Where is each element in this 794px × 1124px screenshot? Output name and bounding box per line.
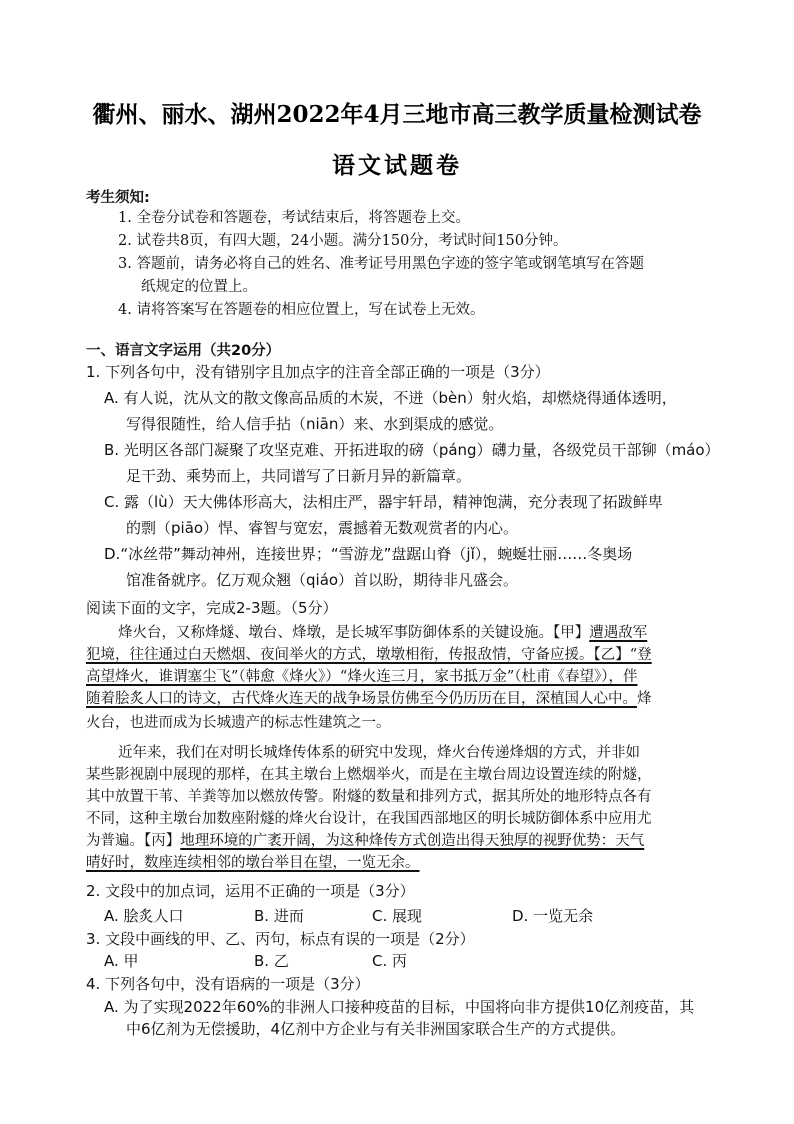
passage-text: 烽火台，又称烽燧、墩台、烽墩，是长城军事防御体系的关键设施。【甲】 xyxy=(118,625,590,641)
passage-line: 近年来，我们在对明长城烽传体系的研究中发现，烽火台传递烽烟的方式，并非如 xyxy=(118,745,640,761)
question-1-option-c: C. 露（lù）天大佛体形高大，法相庄严，器宇轩昂，精神饱满，充分表现了拓跋鲜卑 xyxy=(104,493,663,511)
passage-line: 火台，也进而成为长城遗产的标志性建筑之一。 xyxy=(86,715,391,731)
notice-item: 1. 全卷分试卷和答题卷，考试结束后，将答题卷上交。 xyxy=(118,210,470,226)
section-heading: 一、语言文字运用（共20分） xyxy=(86,343,281,359)
question-1-option-b-continued: 足干劲、乘势而上，共同谱写了日新月异的新篇章。 xyxy=(126,467,472,485)
passage-underlined-yi: 随着脍炙人口的诗文，古代烽火连天的战争场景仿佛至今仍历历在目，深植国人心中。 xyxy=(86,691,637,707)
exam-subtitle: 语文试题卷 xyxy=(332,152,462,179)
passage-text: 烽 xyxy=(637,691,652,707)
question-1-option-a: A. 有人说，沈从文的散文像高品质的木炭，不迸（bèn）射火焰，却燃烧得通体透明， xyxy=(104,389,677,407)
passage-underlined-line: 高望烽火，谁谓塞尘飞”（韩愈《烽火》）“烽火连三月，家书抵万金”（杜甫《春望》），伴 xyxy=(86,669,638,685)
question-1-stem: 1. 下列各句中，没有错别字且加点字的注音全部正确的一项是（3分） xyxy=(86,363,550,381)
question-1-option-a-continued: 写得很随性，给人信手拈（niān）来、水到渠成的感觉。 xyxy=(126,415,504,433)
passage-line: 不同，这种主墩台加数座附燧的烽火台设计，在我国西部地区的明长城防御体系中应用尤 xyxy=(86,811,652,827)
question-3-option: B. 乙 xyxy=(254,952,289,970)
question-1-option-d: D.“冰丝带”舞动神州，连接世界；“雪游龙”盘踞山脊（jǐ），蜿蜒壮丽……冬奥场 xyxy=(104,545,633,563)
notice-heading: 考生须知: xyxy=(86,190,150,206)
passage-text: 为普遍。【丙】 xyxy=(86,833,181,849)
question-4-option-a: A. 为了实现2022年60%的非洲人口接种疫苗的目标，中国将向非方提供10亿剂疫苗，其 xyxy=(104,998,695,1016)
question-2-option: D. 一览无余 xyxy=(512,907,594,925)
question-2-stem: 2. 文段中的加点词，运用不正确的一项是（3分） xyxy=(86,882,415,900)
passage-underlined-jia: 遭遇敌军 xyxy=(589,625,648,641)
notice-item: 2. 试卷共8页，有四大题，24小题。满分150分，考试时间150分钟。 xyxy=(118,233,568,249)
passage-line xyxy=(86,829,644,850)
question-2-option: A. 脍炙人口 xyxy=(104,907,184,925)
question-1-option-c-continued: 的剽（piāo）悍、睿智与宽宏，震撼着无数观赏者的内心。 xyxy=(126,519,519,537)
exam-title: 衢州、丽水、湖州2022年4月三地市高三教学质量检测试卷 xyxy=(92,101,702,128)
question-2-option: C. 展现 xyxy=(372,907,423,925)
passage-line: 其中放置干苇、羊粪等加以燃放传警。附燧的数量和排列方式，据其所处的地形特点各有 xyxy=(86,789,652,805)
passage-underlined-line: 晴好时，数座连续相邻的墩台举目在望，一览无余。 xyxy=(86,855,420,871)
notice-item-continued: 纸规定的位置上。 xyxy=(141,279,257,295)
question-3-stem: 3. 文段中画线的甲、乙、丙句，标点有误的一项是（2分） xyxy=(86,930,475,948)
passage-line: 某些影视剧中展现的那样，在其主墩台上燃烟举火，而是在主墩台周边设置连续的附燧， xyxy=(86,767,652,783)
question-3-option: C. 丙 xyxy=(372,952,408,970)
question-1-option-b: B. 光明区各部门凝聚了攻坚克难、开拓进取的磅（páng）礴力量，各级党员干部铆（máo） xyxy=(104,441,720,459)
notice-item: 3. 答题前，请务必将自己的姓名、准考证号用黑色字迹的签字笔或钢笔填写在答题 xyxy=(118,256,644,272)
passage-line xyxy=(118,621,647,642)
question-1-option-d-continued: 馆准备就序。亿万观众翘（qiáo）首以盼，期待非凡盛会。 xyxy=(126,571,519,589)
question-4-option-a-continued: 中6亿剂为无偿援助，4亿剂中方企业与有关非洲国家联合生产的方式提供。 xyxy=(126,1020,626,1038)
notice-item: 4. 请将答案写在答题卷的相应位置上，写在试卷上无效。 xyxy=(118,302,485,318)
question-3-option: A. 甲 xyxy=(104,952,139,970)
reading-intro: 阅读下面的文字，完成2-3题。（5分） xyxy=(86,599,338,617)
passage-underlined-line: 犯境，往往通过白天燃烟、夜间举火的方式，墩墩相衔，传报敌情，守备应援。【乙】“登 xyxy=(86,647,652,663)
passage-line xyxy=(86,687,652,708)
question-2-option: B. 进而 xyxy=(254,907,304,925)
question-4-stem: 4. 下列各句中，没有语病的一项是（3分） xyxy=(86,975,370,993)
passage-underlined-bing: 地理环境的广袤开阔，为这种烽传方式创造出得天独厚的视野优势：天气 xyxy=(180,833,645,849)
